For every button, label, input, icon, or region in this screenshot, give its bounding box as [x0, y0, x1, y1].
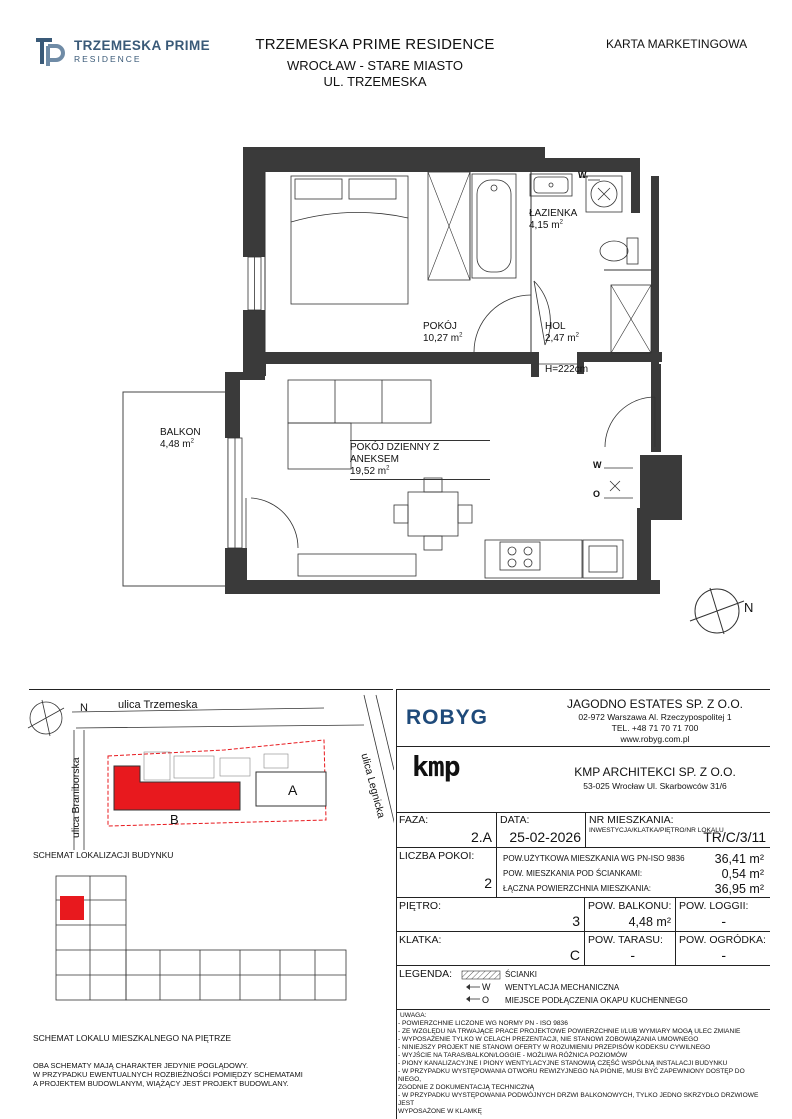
compass-icon	[690, 588, 744, 634]
legend-o: MIEJSCE PODŁĄCZENIA OKAPU KUCHENNEGO	[505, 996, 688, 1005]
washing-machine	[586, 176, 622, 212]
room-hol: HOL 2,47 $m^2$	[545, 321, 579, 344]
page-title: TRZEMESKA PRIME RESIDENCE	[255, 36, 495, 53]
logo-sub: RESIDENCE	[74, 54, 142, 64]
divider-1	[396, 746, 770, 747]
balcony-slab	[123, 392, 228, 586]
w-mark-bath: W	[578, 170, 587, 180]
street-legnicka: ulica Legnicka	[358, 752, 388, 820]
north-label: N	[744, 600, 754, 615]
site-north: N	[80, 702, 88, 714]
room-pokoj-dzienny: POKÓJ DZIENNY Z ANEKSEM 19,52 $m^2$	[350, 440, 490, 480]
bathtub	[472, 174, 516, 278]
developer-logo: ROBYG	[406, 706, 489, 729]
street-trzemeska: ulica Trzemeska	[118, 699, 198, 711]
cell-ogrodek: POW. OGRÓDKA: -	[676, 932, 770, 966]
floor-schema	[50, 870, 370, 1020]
cell-taras: POW. TARASU: -	[585, 932, 676, 966]
caption-floor: SCHEMAT LOKALU MIESZKALNEGO NA PIĘTRZE	[33, 1033, 232, 1043]
cell-balkon: POW. BALKONU: 4,48 m²	[585, 898, 676, 932]
cell-nr: NR MIESZKANIA: INWESTYCJA/KLATKA/PIĘTRO/NR LOKALU TR/C/3/11	[586, 812, 770, 848]
caption-location: SCHEMAT LOKALIZACJI BUDYNKU	[33, 850, 174, 860]
o-mark-kitchen: O	[593, 489, 601, 499]
card-type: KARTA MARKETINGOWA	[606, 37, 748, 51]
dining-table	[394, 478, 472, 550]
street-braniborska: ulica Braniborska	[70, 757, 82, 838]
kitchen	[298, 540, 623, 578]
building-b: B	[170, 812, 179, 827]
cell-powierzchnie: POW.UŻYTKOWA MIESZKANIA WG PN-ISO 9836 36,41 m² POW. MIESZKANIA POD ŚCIANKAMI: 0,54 m² ŁĄCZNA POWIERZCHNIA MIESZKANIA: 36,95 m²	[497, 848, 770, 898]
building-a: A	[288, 782, 298, 798]
legend-o-key: O	[482, 995, 490, 1005]
w-mark-kitchen: W	[593, 460, 602, 470]
cell-pokoje: LICZBA POKOI: 2	[396, 848, 497, 898]
site-disclaimer: OBA SCHEMATY MAJĄ CHARAKTER JEDYNIE POGLĄDOWY. W PRZYPADKU EWENTUALNYCH ROZBIEŻNOŚCI POMIĘDZY SCHEMATAMI A PROJEKTEM BUDOWLANYM, WIĄŻĄCY JEST PROJEKT BUDOWLANY.	[33, 1061, 303, 1088]
logo-title: TRZEMESKA PRIME	[74, 38, 211, 53]
toilet	[600, 238, 638, 264]
sink	[530, 174, 572, 196]
bed	[291, 176, 408, 304]
architect-info: KMP ARCHITEKCI SP. Z O.O. 53-025 Wrocław Ul. Skarbowców 31/6	[574, 765, 736, 791]
room-pokoj: POKÓJ 10,27 $m^2$	[423, 321, 463, 344]
legend-walls: ŚCIANKI	[505, 970, 538, 979]
city: WROCŁAW - STARE MIASTO	[287, 58, 463, 73]
cell-loggia: POW. LOGGII: -	[676, 898, 770, 932]
developer-info: JAGODNO ESTATES SP. Z O.O. 02-972 Warszawa Al. Rzeczypospolitej 1 TEL. +48 71 70 71 700 www.robyg.com.pl	[566, 697, 744, 744]
legend-w: WENTYLACJA MECHANICZNA	[505, 983, 620, 992]
cell-data: DATA: 25-02-2026	[497, 812, 586, 848]
notes: UWAGA: - POWIERZCHNIE LICZONE WG NORMY PN - ISO 9836 - ZE WZGLĘDU NA TRWAJĄCE PRACE PROJEKTOWE POWIERZCHNIE I/LUB WYMIARY MOGĄ ULEC ZMIANIE - WYPOSAŻENIE TYLKO W CELACH PREZENTACJI, NIE STANOWI ZOBOWIĄZANIA UMOWNEGO - NINIEJSZY PROJEKT NIE STANOWI OFERTY W ROZUMIENIU PRZEPISÓW KODEKSU CYWILNEGO - WYJŚCIE NA TARAS/BALKON/LOGGIE - MOŻLIWA RÓŻNICA POZIOMÓW - PIONY KANALIZACYJNE I PIONY WENTYLACYJNE STANOWIĄ CZĘŚĆ WSPÓLNĄ INSTALACJI BUDYNKU - W PRZYPADKU WYSTĘPOWANIA OTWORU REWIZYJNEGO NA PIONIE, MUSI BYĆ ZAPEWNIONY DOSTĘP DO NIEGO, ZGODNIE Z DOKUMENTACJĄ TECHNICZNĄ - W PRZYPADKU WYSTĘPOWANIA PODWÓJNYCH DRZWI BALKONOWYCH, TYLKO JEDNO SKRZYDŁO DRZWIOWE JEST WYPOSAŻONE W KLAMKĘ	[398, 1012, 759, 1115]
room-lazienka: ŁAZIENKA 4,15 $m^2$	[529, 208, 578, 231]
height-note: H=222cm	[545, 364, 589, 375]
cell-faza: FAZA: 2.A	[396, 812, 497, 848]
architect-logo: kmp	[412, 750, 460, 783]
room-balkon: BALKON 4,48 $m^2$	[160, 427, 201, 450]
legend-w-key: W	[482, 982, 491, 992]
cell-legenda: LEGENDA:	[396, 966, 770, 1010]
street: UL. TRZEMESKA	[323, 74, 427, 89]
cell-klatka: KLATKA: C	[396, 932, 585, 966]
cell-pietro: PIĘTRO: 3	[396, 898, 585, 932]
